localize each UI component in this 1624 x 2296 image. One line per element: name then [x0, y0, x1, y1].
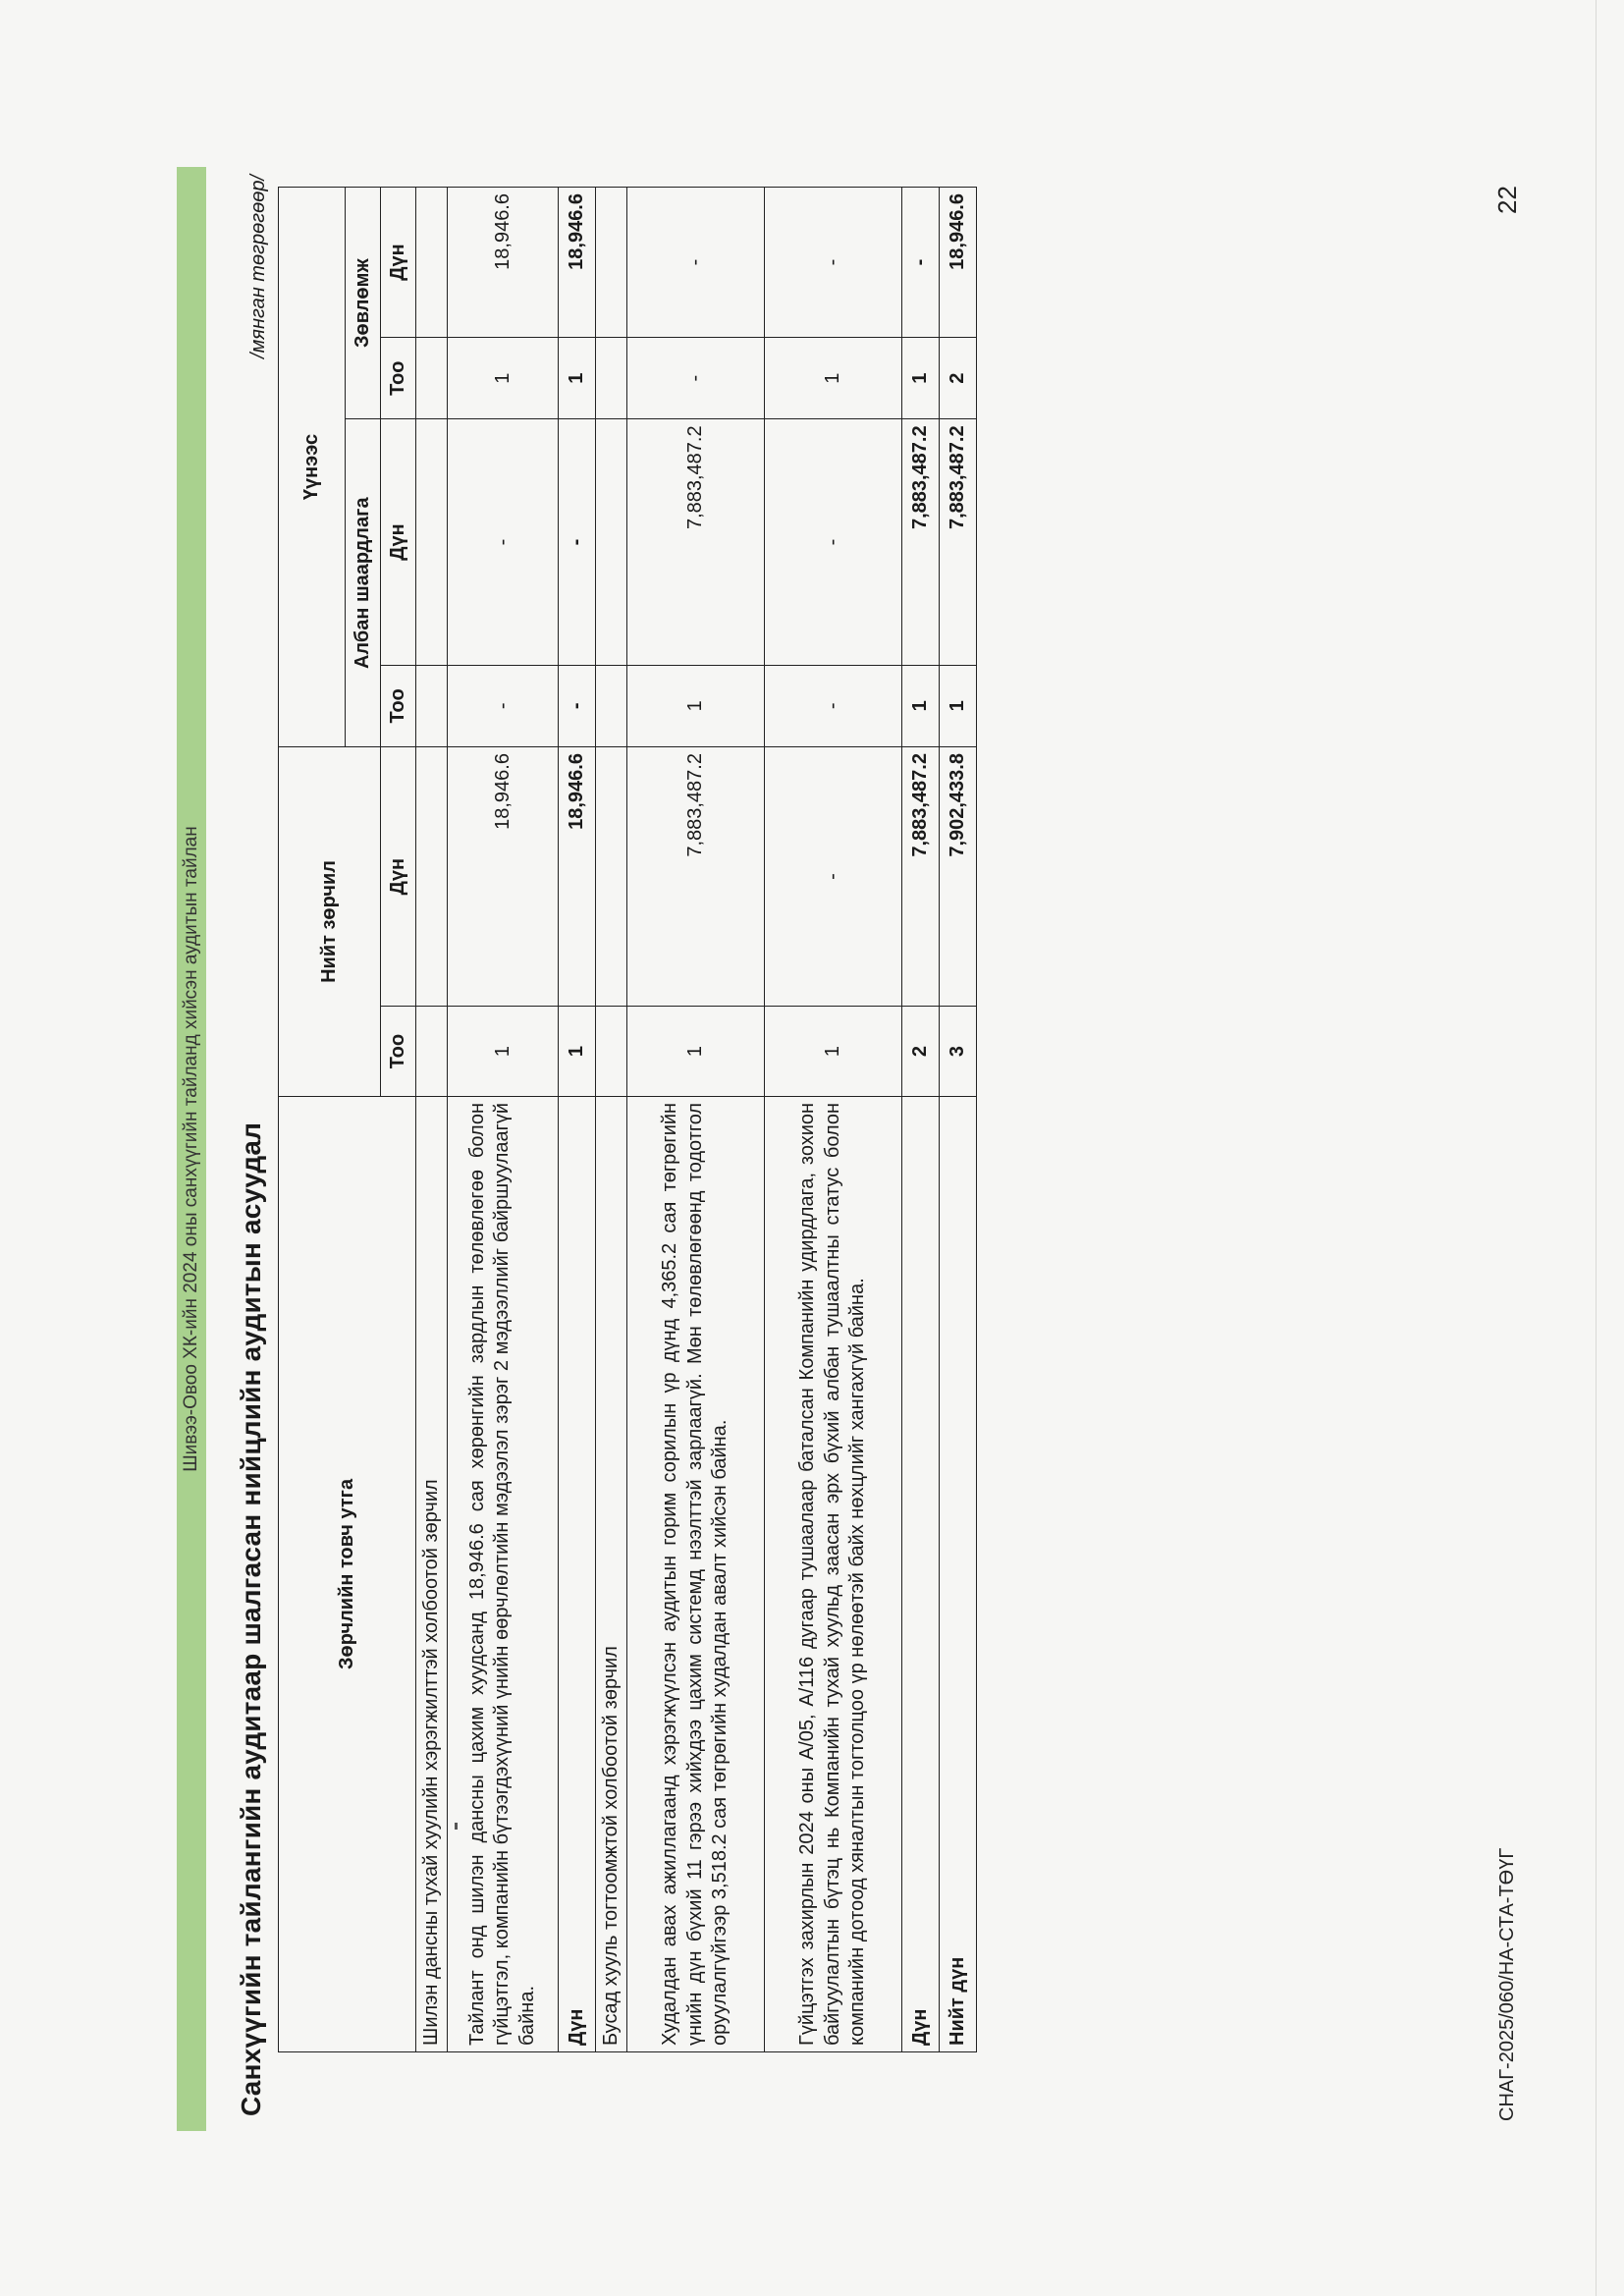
demand-amount-cell: 7,883,487.2 — [940, 419, 977, 665]
demand-count-cell: 1 — [902, 665, 940, 746]
rec-amount-cell: - — [902, 188, 940, 338]
header-amount: Дүн — [381, 747, 416, 1007]
table-row — [765, 188, 902, 2052]
demand-amount-cell: - — [765, 419, 902, 665]
total-count-cell: 1 — [448, 1007, 559, 1097]
header-amount: Дүн — [381, 188, 416, 338]
paper-edge — [1596, 0, 1597, 2296]
grand-total-row — [940, 188, 977, 2052]
demand-count-cell: - — [765, 665, 902, 746]
total-count-cell: 1 — [627, 1007, 765, 1097]
rec-amount-cell: - — [765, 188, 902, 338]
header-count: Тоо — [381, 1007, 416, 1097]
demand-count-cell: - — [448, 665, 559, 746]
rec-amount-cell: 18,946.6 — [940, 188, 977, 338]
subtotal-row — [902, 188, 940, 2052]
demand-amount-cell: 7,883,487.2 — [627, 419, 765, 665]
grand-total-label: Нийт дүн — [940, 1096, 977, 2051]
rec-count-cell: 1 — [559, 337, 596, 418]
demand-amount-cell: - — [448, 419, 559, 665]
rec-count-cell: 1 — [448, 337, 559, 418]
document-code: СНАГ-2025/060/НА-СТА-ТӨҮГ — [1496, 1847, 1518, 2121]
total-amount-cell: 7,883,487.2 — [627, 747, 765, 1007]
section-title-cell: Шилэн дансны тухай хуулийн хэрэгжилттэй холбоотой зөрчил — [416, 1096, 448, 2051]
header-recommendation: Зөвлөмж — [346, 188, 381, 419]
header-amount: Дүн — [381, 419, 416, 665]
total-count-cell: 1 — [765, 1007, 902, 1097]
section-title-cell: Бусад хууль тогтоомжтой холбоотой зөрчил — [596, 1096, 627, 2051]
rec-count-cell: - — [627, 337, 765, 418]
finding-description: Худалдан авах ажиллагаанд хэрэгжүүлсэн аудитын горим сорилын үр дүнд 4,365.2 сая төгрөгийн үнийн дүн бүхий 11 гэрээ хийхдээ цахим системд нээлттэй зарлаагүй. Мөн төлөвлөгөөнд тодотгол оруулалгүйгээр 3,518.2 сая төгрөгийн худалдан авалт хийсэн байна. — [627, 1096, 765, 2051]
header-count: Тоо — [381, 337, 416, 418]
table-row — [448, 188, 559, 2052]
demand-count-cell: 1 — [627, 665, 765, 746]
rec-count-cell: 2 — [940, 337, 977, 418]
header-row-1 — [279, 188, 346, 2052]
report-header-title: Шивээ-Овоо ХК-ийн 2024 оны санхүүгийн тайланд хийсэн аудитын тайлан — [181, 826, 201, 1472]
section-row — [596, 188, 627, 2052]
total-amount-cell: - — [765, 747, 902, 1007]
audit-findings-table — [278, 187, 977, 2052]
header-count: Тоо — [381, 665, 416, 746]
report-header-bar — [177, 167, 206, 2131]
total-amount-cell: 7,902,433.8 — [940, 747, 977, 1007]
section-row — [416, 188, 448, 2052]
section-title: Санхүүгийн тайлангийн аудитаар шалгасан нийцлийн аудитын асуудал — [236, 1121, 266, 2116]
total-count-cell: 3 — [940, 1007, 977, 1097]
header-description: Зөрчлийн товч утга — [279, 1096, 416, 2051]
page-number: 22 — [1492, 186, 1522, 214]
rec-count-cell: 1 — [902, 337, 940, 418]
rec-count-cell: 1 — [765, 337, 902, 418]
scan-mark — [455, 1823, 458, 1830]
finding-description: Тайлант онд шилэн дансны цахим хуудсанд 18,946.6 сая хөрөнгийн зардлын төлөвлөгөө болон гүйцэтгэл, компанийн бүтээгдэхүүний үнийн өөрчлөлтийн мэдээлэл зэрэг 2 мэдээллийг байршуулаагүй байна. — [448, 1096, 559, 2051]
subtotal-label: Дүн — [559, 1096, 596, 2051]
unit-note: /мянган төгрөгөөр/ — [247, 175, 269, 358]
header-resolution: Үүнээс — [279, 188, 346, 747]
rec-amount-cell: 18,946.6 — [448, 188, 559, 338]
table-row — [627, 188, 765, 2052]
rec-amount-cell: - — [627, 188, 765, 338]
demand-count-cell: - — [559, 665, 596, 746]
total-count-cell: 1 — [559, 1007, 596, 1097]
demand-amount-cell: - — [559, 419, 596, 665]
total-count-cell: 2 — [902, 1007, 940, 1097]
header-official-demand: Албан шаардлага — [346, 419, 381, 747]
subtotal-row — [559, 188, 596, 2052]
total-amount-cell: 7,883,487.2 — [902, 747, 940, 1007]
finding-description: Гүйцэтгэх захирлын 2024 оны А/05, А/116 дугаар тушаалаар баталсан Компанийн удирдлага, зохион байгуулалтын бүтэц нь Компанийн тухай хуульд заасан эрх бүхий албан тушаалтны статус болон компанийн дотоод хяналтын тогтолцоо үр нөлөөтэй байх нөхцлийг хангахгүй байна. — [765, 1096, 902, 2051]
demand-count-cell: 1 — [940, 665, 977, 746]
demand-amount-cell: 7,883,487.2 — [902, 419, 940, 665]
rec-amount-cell: 18,946.6 — [559, 188, 596, 338]
total-amount-cell: 18,946.6 — [559, 747, 596, 1007]
total-amount-cell: 18,946.6 — [448, 747, 559, 1007]
subtotal-label: Дүн — [902, 1096, 940, 2051]
rotated-page-content — [167, 167, 1100, 2131]
header-total-violation: Нийт зөрчил — [279, 747, 381, 1097]
